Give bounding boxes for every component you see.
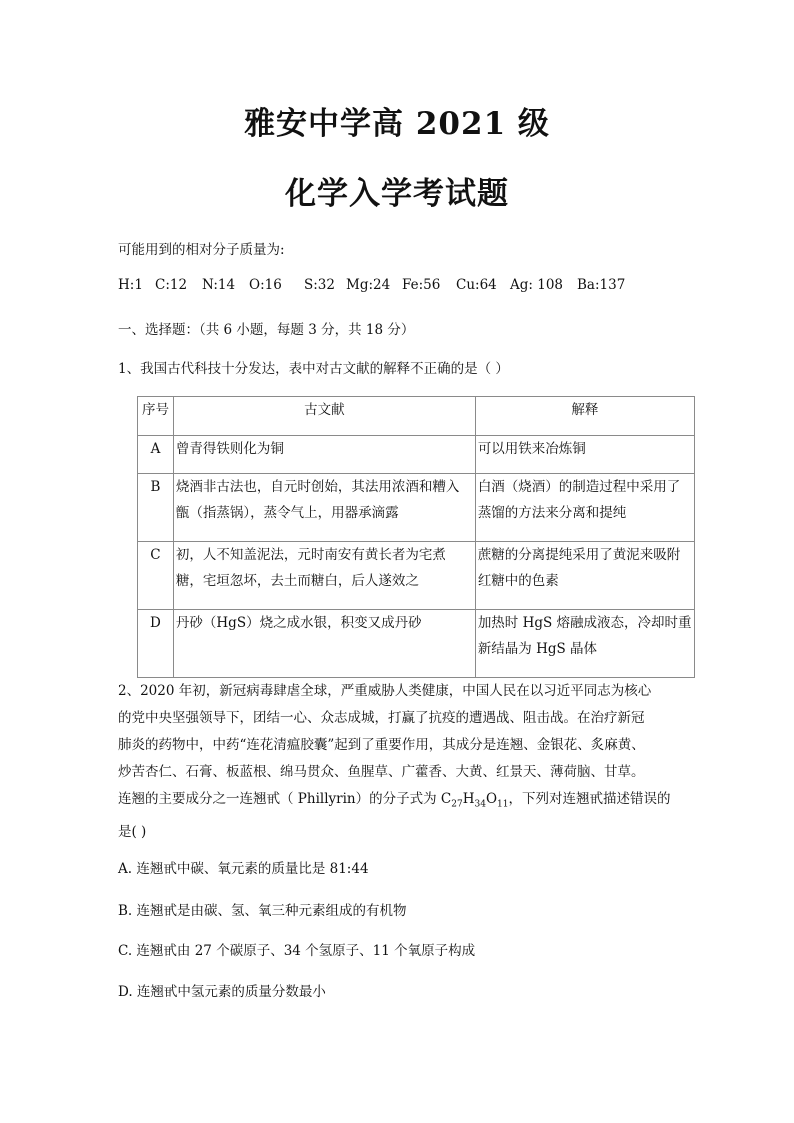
option-c: C. 连翘甙由 27 个碳原子、34 个氢原子、11 个氧原子构成 <box>118 943 476 959</box>
mass-item: Cu:64 <box>456 277 497 293</box>
table-row <box>138 542 695 610</box>
row-text: 初，人不知盖泥法，元时南安有黄长者为宅煮糖，宅垣忽坏，去土而糖白，后人遂效之 <box>173 542 475 610</box>
section-heading: 一、选择题：（共 6 小题，每题 3 分，共 18 分） <box>118 322 415 338</box>
formula-sub-o: 11 <box>497 799 509 810</box>
row-text: 曾青得铁则化为铜 <box>173 436 475 474</box>
formula-suffix: ，下列对连翘甙描述错误的 <box>508 791 671 807</box>
row-id: A <box>138 436 174 474</box>
formula-o-label: O <box>485 791 498 807</box>
option-d: D. 连翘甙中氢元素的质量分数最小 <box>118 984 326 1000</box>
formula-sub-c: 27 <box>451 799 463 810</box>
exam-title-subject: 化学入学考试题 <box>285 176 509 212</box>
q2-line: 炒苦杏仁、石膏、板蓝根、绵马贯众、鱼腥草、广藿香、大黄、红景天、薄荷脑、甘草。 <box>118 764 645 780</box>
question-1-table <box>137 396 695 678</box>
question-1-stem: 1、我国古代科技十分发达，表中对古文献的解释不正确的是（ ） <box>118 361 509 377</box>
table-row <box>138 610 695 678</box>
mass-item: C:12 <box>155 277 188 293</box>
row-id: B <box>138 474 174 542</box>
mass-item: Ba:137 <box>577 277 626 293</box>
question-2-paragraph <box>118 678 698 846</box>
exam-title-school: 雅安中学高 2021 级 <box>244 106 550 142</box>
q2-line: 是( ) <box>118 823 147 840</box>
row-id: D <box>138 610 174 678</box>
row-text: 烧酒非古法也，自元时创始，其法用浓酒和糟入甑（指蒸锅），蒸令气上，用器承滴露 <box>173 474 475 542</box>
table-header-row <box>138 397 695 436</box>
formula-prefix: 连翘的主要成分之一连翘甙（ Phillyrin）的分子式为 C <box>118 791 452 807</box>
row-explain: 可以用铁来冶炼铜 <box>475 436 694 474</box>
row-explain: 加热时 HgS 熔融成液态，冷却时重新结晶为 HgS 晶体 <box>475 610 694 678</box>
mass-item: S:32 <box>304 277 335 293</box>
q2-line: 肺炎的药物中，中药“连花清瘟胶囊”起到了重要作用，其成分是连翘、金银花、炙麻黄、 <box>118 737 645 753</box>
q2-formula-line <box>118 786 698 819</box>
formula-sub-h: 34 <box>474 799 486 810</box>
option-b: B. 连翘甙是由碳、氢、氧三种元素组成的有机物 <box>118 903 407 919</box>
row-id: C <box>138 542 174 610</box>
atomic-masses-row <box>118 277 625 293</box>
q2-line: 的党中央坚强领导下，团结一心、众志成城，打赢了抗疫的遭遇战、阻击战。在治疗新冠 <box>118 710 645 726</box>
mass-item: Mg:24 <box>346 277 391 293</box>
mass-item: H:1 <box>118 277 143 293</box>
mass-item: N:14 <box>202 277 236 293</box>
table-row <box>138 474 695 542</box>
mass-item: O:16 <box>249 277 282 293</box>
table-row <box>138 436 695 474</box>
header-id: 序号 <box>138 397 174 436</box>
option-a: A. 连翘甙中碳、氧元素的质量比是 81:44 <box>118 861 369 877</box>
row-text: 丹砂（HgS）烧之成水银，积变又成丹砂 <box>173 610 475 678</box>
formula-h-label: H <box>462 791 475 807</box>
mass-item: Fe:56 <box>402 277 441 293</box>
masses-label: 可能用到的相对分子质量为: <box>118 242 285 258</box>
row-explain: 蔗糖的分离提纯采用了黄泥来吸附红糖中的色素 <box>475 542 694 610</box>
header-explain: 解释 <box>475 397 694 436</box>
mass-item: Ag: 108 <box>510 277 563 293</box>
q2-line: 2、2020 年初，新冠病毒肆虐全球，严重威胁人类健康，中国人民在以习近平同志为核心 <box>118 683 652 699</box>
header-text: 古文献 <box>173 397 475 436</box>
row-explain: 白酒（烧酒）的制造过程中采用了蒸馏的方法来分离和提纯 <box>475 474 694 542</box>
